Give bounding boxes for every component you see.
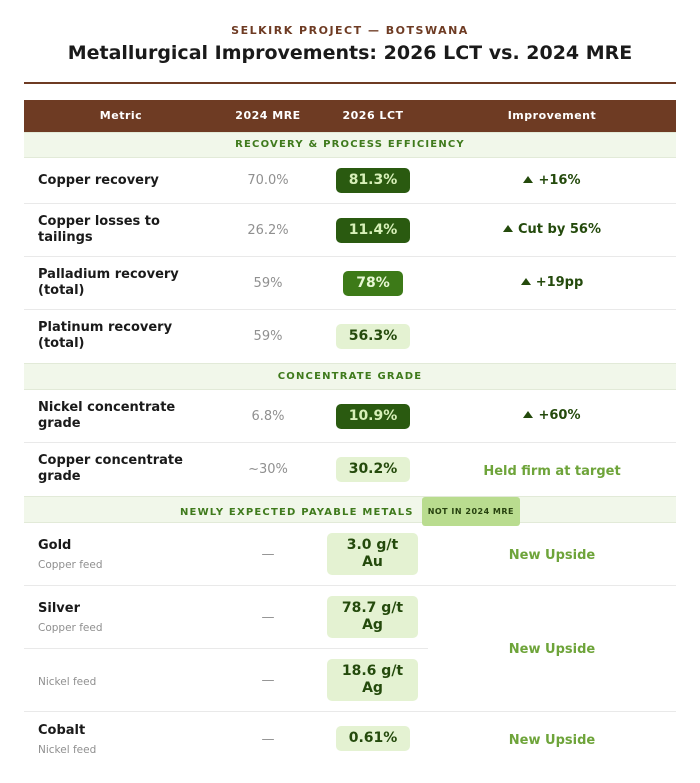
metric-label [38,214,160,246]
metric-line: (total) [38,283,85,298]
feed-label: Copper feed [38,559,103,571]
metric-label [38,601,102,636]
table-row-silver-nickel [24,649,428,712]
metric-line: Copper losses to [38,214,160,229]
table-row-gold [24,523,676,586]
lct-value-line: 18.6 g/t [341,663,404,679]
metric-line: Cobalt [38,723,86,738]
metric-line: Silver [38,601,80,616]
comparison-table [24,100,676,768]
metric-line: Gold [38,538,72,553]
table-row-copper-recovery [24,158,676,204]
metric-label [38,723,96,758]
metric-label [38,320,172,352]
metric-label [38,400,175,432]
table-row-group-silver [24,586,676,712]
metric-line: grade [38,416,81,431]
page-title: Metallurgical Improvements: 2026 LCT vs. 2024 MRE [67,42,633,64]
mre-value: — [261,673,275,688]
lct-value: 30.2% [336,457,410,482]
table-row-copper-grade [24,443,676,496]
improvement-value: New Upside [508,548,596,563]
metric-line: (total) [38,336,85,351]
improvement-value [428,173,676,188]
metric-line: Palladium recovery [38,267,179,282]
improvement-value: New Upside [508,642,596,657]
feed-label: Copper feed [38,622,103,634]
improvement-value [428,408,676,423]
lct-value: 56.3% [336,324,410,349]
lct-value: 78% [343,271,403,296]
improvement-value [428,275,676,290]
feed-label: Nickel feed [38,744,97,756]
lct-value-line: 3.0 g/t [346,537,399,553]
mre-value: — [261,547,275,562]
lct-value [327,596,418,638]
lct-value: 11.4% [336,218,410,243]
table-header [24,100,676,132]
section-header-payable [24,496,676,523]
improvement-text: +60% [538,408,581,423]
improvement-text: +19pp [535,275,584,290]
section-label: CONCENTRATE GRADE [277,371,423,382]
mre-value: ~30% [248,462,288,477]
up-triangle-icon [503,225,513,232]
section-header-grade [24,363,676,390]
lct-value-line: Au [362,554,383,570]
mre-value: 26.2% [247,223,289,238]
section-label: NEWLY EXPECTED PAYABLE METALS [179,507,414,518]
not-in-mre-badge: NOT IN 2024 MRE [422,497,520,526]
metric-label [38,538,102,573]
improvement-text: Cut by 56% [518,222,601,237]
metric-line: grade [38,469,81,484]
feed-label: Nickel feed [38,676,97,688]
lct-value-line: 78.7 g/t [341,600,404,616]
column-header-improvement: Improvement [507,109,597,122]
metric-label [38,267,179,299]
mre-value: 59% [253,276,283,291]
metric-line: tailings [38,230,93,245]
table-row-palladium-recovery [24,257,676,310]
table-row-platinum-recovery [24,310,676,363]
metric-line: Platinum recovery [38,320,173,335]
improvement-value: New Upside [508,733,596,748]
lct-value: 81.3% [336,168,410,193]
table-row-cobalt [24,712,676,768]
table-row-silver-copper [24,586,428,649]
metric-label [38,453,183,485]
improvement-value: Held firm at target [483,464,621,479]
up-triangle-icon [521,278,531,285]
mre-value: 70.0% [247,173,289,188]
title-divider [24,82,676,84]
column-header-mre: 2024 MRE [235,109,301,122]
mre-value: 6.8% [251,409,285,424]
section-header-recovery [24,132,676,158]
section-label: RECOVERY & PROCESS EFFICIENCY [235,139,465,150]
improvement-text: +16% [538,173,581,188]
mre-value: 59% [253,329,283,344]
lct-value: 10.9% [336,404,410,429]
up-triangle-icon [523,176,533,183]
lct-value: 0.61% [336,726,410,751]
column-header-metric: Metric [99,109,143,122]
mre-value: — [261,610,275,625]
metric-line: Copper concentrate [38,453,183,468]
lct-value-line: Ag [362,617,383,633]
project-eyebrow: SELKIRK PROJECT — BOTSWANA [231,24,469,37]
lct-value [327,659,418,701]
table-row-nickel-grade [24,390,676,443]
metric-label: Copper recovery [38,173,159,188]
up-triangle-icon [523,411,533,418]
lct-value-line: Ag [362,680,383,696]
mre-value: — [261,732,275,747]
column-header-lct: 2026 LCT [342,109,404,122]
improvement-value [428,222,676,237]
metric-line: Nickel concentrate [38,400,176,415]
table-row-copper-losses [24,204,676,257]
lct-value [327,533,418,575]
